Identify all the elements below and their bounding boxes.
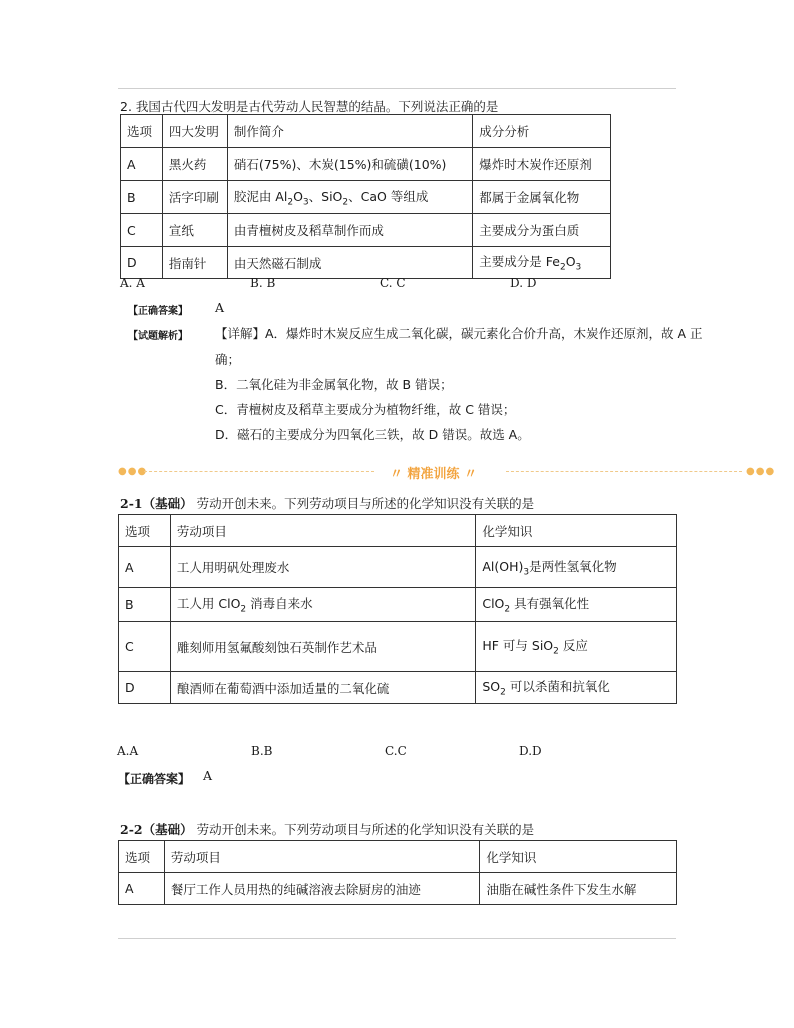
header-cell: 成分分析 [473,115,611,148]
choice-d[interactable]: D.D [519,744,542,758]
question-2-title: 2. 我国古代四大发明是古代劳动人民智慧的结晶。下列说法正确的是 [120,99,499,114]
question-2-table [120,114,611,279]
explanation-line: D．磁石的主要成分为四氧化三铁，故 D 错误。故选 A。 [215,427,530,442]
table-row [121,181,611,214]
table-row [121,214,611,247]
project-cell: 工人用 ClO$_2$ 消毒自来水 [170,588,475,622]
option-cell: D [119,672,171,704]
bottom-divider [118,938,676,939]
analysis-cell: 主要成分为蛋白质 [473,214,611,247]
header-cell: 化学知识 [480,841,677,873]
project-cell: 雕刻师用氢氟酸刻蚀石英制作艺术品 [170,622,475,672]
table-header-row [119,841,677,873]
invention-cell: 活字印刷 [162,181,227,214]
choice-c[interactable]: C. C [380,276,406,290]
option-cell: A [119,873,165,905]
table-header-row [121,115,611,148]
knowledge-cell: ClO$_2$ 具有强氧化性 [476,588,677,622]
header-cell: 选项 [121,115,163,148]
project-cell: 餐厅工作人员用热的纯碱溶液去除厨房的油迹 [164,873,479,905]
table-header-row [119,515,677,547]
header-cell: 劳动项目 [170,515,475,547]
explanation-line: 【详解】A．爆炸时木炭反应生成二氧化碳，碳元素化合价升高，木炭作还原剂，故 A 正 [215,326,703,341]
answer-value: A [203,768,213,783]
analysis-label: 【试题解析】 [128,331,188,342]
knowledge-cell: HF 可与 SiO$_2$ 反应 [476,622,677,672]
banner-dots-right: ●●● [746,466,776,477]
question-2-2-title: 2-2（基础） 劳动开创未来。下列劳动项目与所述的化学知识没有关联的是 [120,822,535,837]
option-cell: A [119,547,171,588]
option-cell: C [119,622,171,672]
intro-cell: 由天然磁石制成 [227,247,472,279]
question-2-2-table [118,840,677,905]
top-divider [118,88,676,89]
explanation-line: C．青檀树皮及稻草主要成分为植物纤维，故 C 错误； [215,402,516,417]
answer-label: 【正确答案】 [128,306,188,317]
question-2-1-table [118,514,677,704]
table-row [119,873,677,905]
banner-dots-left: ●●● [118,466,148,477]
explanation-line: B．二氧化硅为非金属氧化物，故 B 错误； [215,377,453,392]
section-banner [118,460,776,482]
header-cell: 制作简介 [227,115,472,148]
option-cell: C [121,214,163,247]
intro-cell: 由青檀树皮及稻草制作而成 [227,214,472,247]
header-cell: 选项 [119,515,171,547]
banner-title: 〃 精准训练 〃 [390,467,478,482]
option-cell: B [121,181,163,214]
analysis-cell: 都属于金属氧化物 [473,181,611,214]
header-cell: 四大发明 [162,115,227,148]
knowledge-cell: $Al(OH)_3$是两性氢氧化物 [476,547,677,588]
option-cell: A [121,148,163,181]
knowledge-cell: $SO_2$ 可以杀菌和抗氧化 [476,672,677,704]
header-cell: 选项 [119,841,165,873]
table-row [121,247,611,279]
header-cell: 化学知识 [476,515,677,547]
choice-a[interactable]: A.A [117,744,139,758]
project-cell: 酿酒师在葡萄酒中添加适量的二氧化硫 [170,672,475,704]
banner-line-left [144,471,374,473]
answer-label: 【正确答案】 [118,772,191,786]
table-row [119,672,677,704]
header-cell: 劳动项目 [164,841,479,873]
banner-line-right [506,471,742,473]
answer-value: A [215,300,225,315]
intro-cell: 胶泥由 $Al_2O_3$、SiO$_2$、CaO 等组成 [227,181,472,214]
table-row [119,588,677,622]
table-row [119,622,677,672]
choice-c[interactable]: C.C [385,744,407,758]
knowledge-cell: 油脂在碱性条件下发生水解 [480,873,677,905]
invention-cell: 黑火药 [162,148,227,181]
choice-a[interactable]: A. A [120,276,145,290]
choice-b[interactable]: B. B [250,276,276,290]
analysis-cell: 主要成分是 $Fe_2O_3$ [473,247,611,279]
table-row [121,148,611,181]
explanation-line: 确； [215,352,241,367]
invention-cell: 指南针 [162,247,227,279]
analysis-cell: 爆炸时木炭作还原剂 [473,148,611,181]
choice-d[interactable]: D. D [510,276,537,290]
project-cell: 工人用明矾处理废水 [170,547,475,588]
table-row [119,547,677,588]
choice-b[interactable]: B.B [251,744,273,758]
invention-cell: 宣纸 [162,214,227,247]
question-2-1-title: 2-1（基础） 劳动开创未来。下列劳动项目与所述的化学知识没有关联的是 [120,496,535,511]
intro-cell: 硝石(75%)、木炭(15%)和硫磺(10%) [227,148,472,181]
option-cell: B [119,588,171,622]
option-cell: D [121,247,163,279]
